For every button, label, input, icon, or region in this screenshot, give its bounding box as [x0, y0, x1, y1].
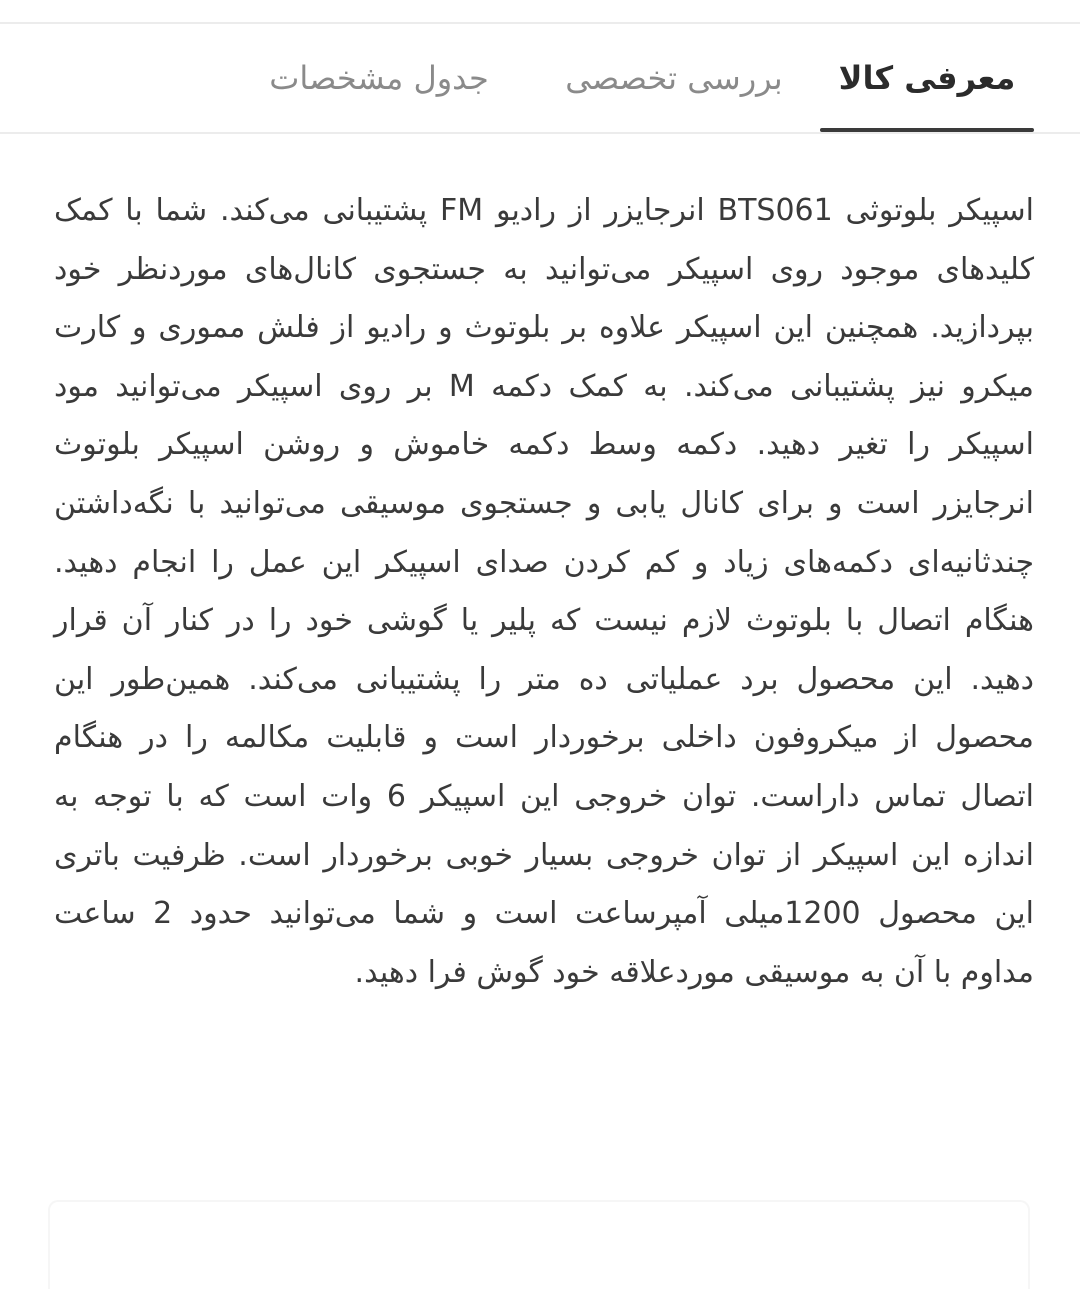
tab-product-intro[interactable] — [820, 24, 1034, 132]
product-tabs — [0, 24, 1080, 134]
tab-specifications-label: جدول مشخصات — [269, 59, 489, 97]
tab-expert-review-label: بررسی تخصصی — [565, 59, 783, 97]
tab-specifications[interactable] — [250, 24, 508, 132]
product-description: اسپیکر بلوتوثی BTS061 انرجایزر از رادیو FM پشتیبانی می‌کند. شما با کمک کلیدهای موجود روی اسپیکر می‌توانید به جستجوی کانال‌های موردنظر خود بپردازید. همچنین این اسپیکر علاوه بر بلوتوث و رادیو از فلش مموری و کارت میکرو نیز پشتیبانی می‌کند. به کمک دکمه M بر روی اسپیکر می‌توانید مود اسپیکر را تغیر دهید. دکمه وسط دکمه خاموش و روشن اسپیکر بلوتوث انرجایزر است و برای کانال یابی و جستجوی موسیقی می‌توانید با نگه‌داشتن چندثانیه‌ای دکمه‌های زیاد و کم کردن صدای اسپیکر این عمل را انجام دهید. هنگام اتصال با بلوتوث لازم نیست که پلیر یا گوشی خود را در کنار آن قرار دهید. این محصول برد عملیاتی ده متر را پشتیبانی می‌کند. همین‌طور این محصول از میکروفون داخلی برخوردار است و قابلیت مکالمه را در هنگام اتصال تماس داراست. توان خروجی این اسپیکر 6 وات است که با توجه به اندازه این اسپیکر از توان خروجی بسیار خوبی برخوردار است. ظرفیت باتری این محصول 1200میلی آمپرساعت است و شما می‌توانید حدود 2 ساعت مداوم با آن به موسیقی موردعلاقه خود گوش فرا دهید. — [54, 193, 1034, 990]
tab-product-intro-label: معرفی کالا — [838, 59, 1016, 97]
bottom-card-edge — [48, 1200, 1030, 1289]
tabs-divider — [0, 132, 1080, 134]
tab-expert-review[interactable] — [552, 24, 796, 132]
